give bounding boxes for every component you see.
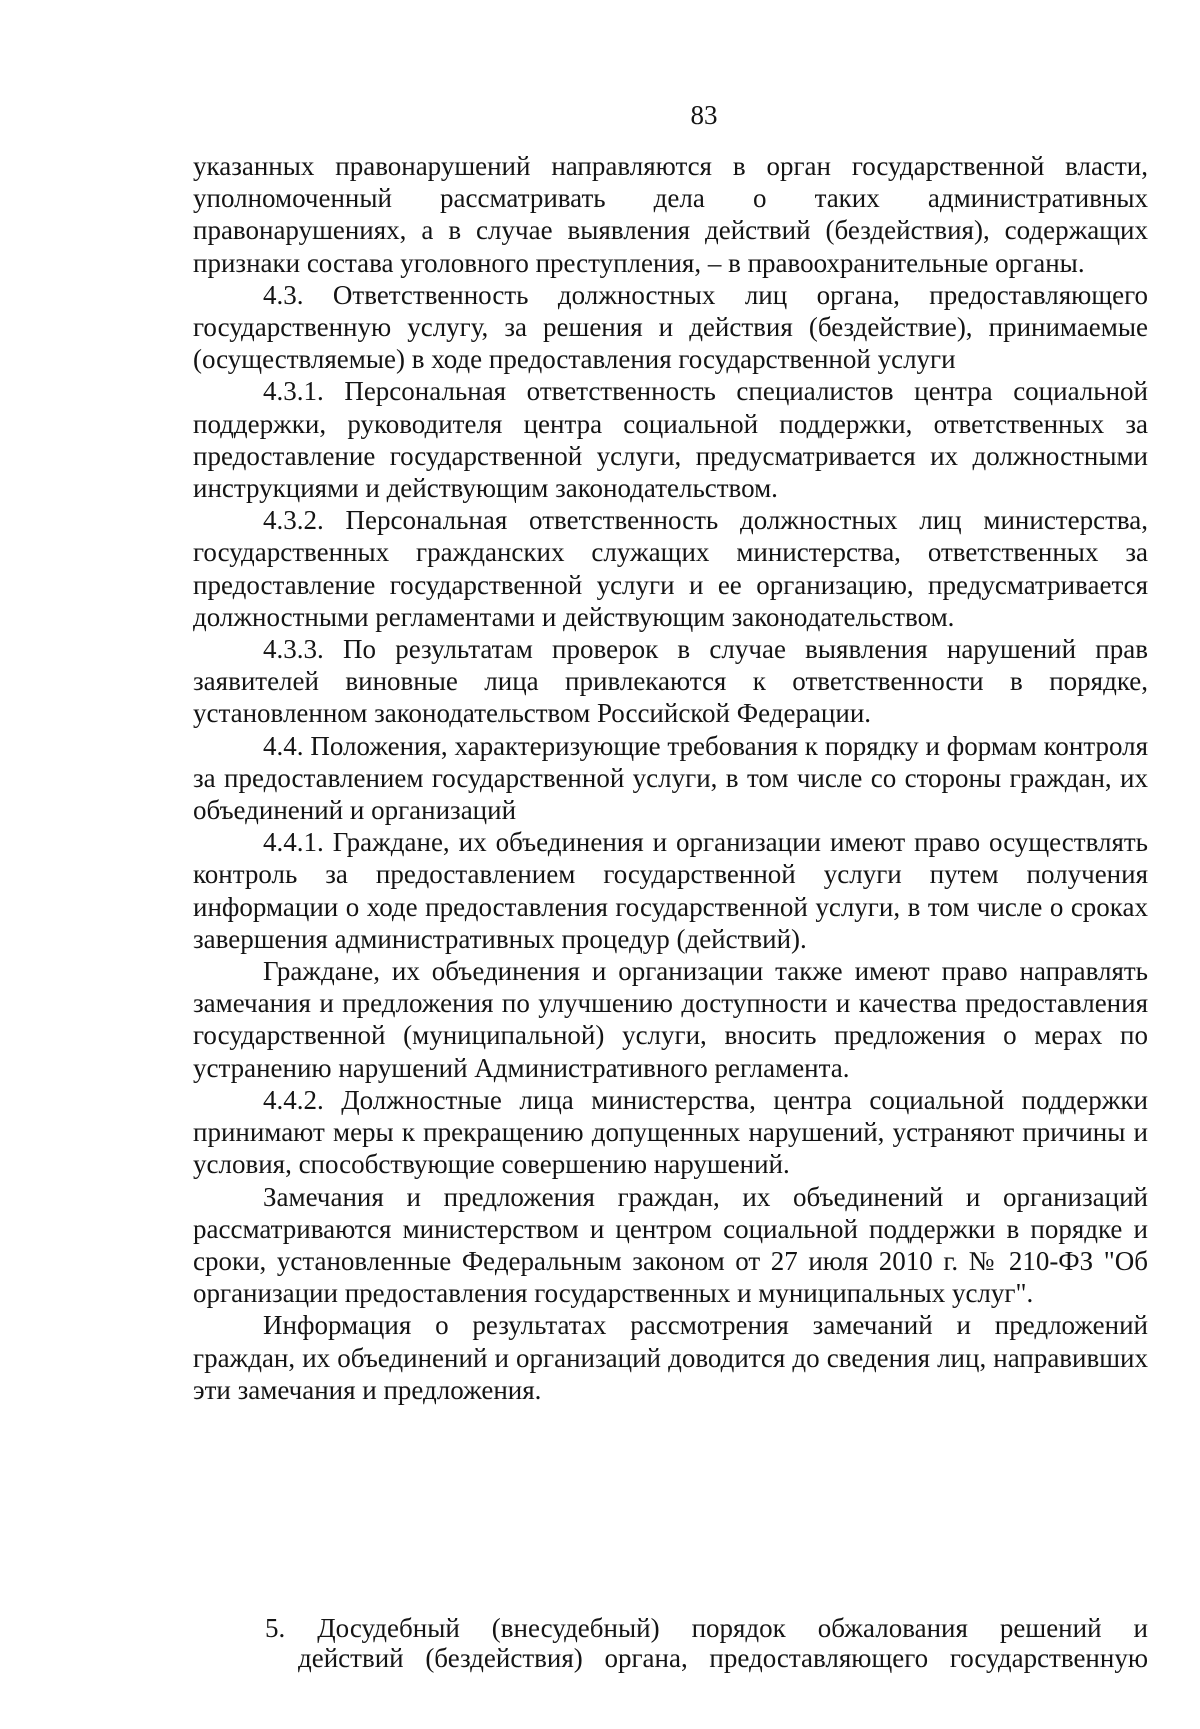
paragraph: 4.3.3. По результатам проверок в случае выявления нарушений прав заявителей виновные лица привлекаются к ответственности в порядке, установленном законодательством Российской Федерации.: [193, 634, 1148, 729]
paragraph: 4.3.2. Персональная ответственность должностных лиц министерства, государственных гражданских служащих министерства, ответственных за предоставление государственной услуги и ее организацию, предусматривается должностными регламентами и действующим законодательством.: [193, 505, 1148, 632]
paragraph: 4.4.2. Должностные лица министерства, центра социальной поддержки принимают меры к прекращению допущенных нарушений, устраняют причины и условия, способствующие совершению нарушений.: [193, 1084, 1148, 1180]
section-heading-line-1: [265, 1613, 1148, 1643]
section-heading-line-2: действий (бездействия) органа, предоставляющего государственную: [298, 1643, 1148, 1673]
paragraph: Информация о результатах рассмотрения замечаний и предложений граждан, их объединений и организаций доводится до сведения лиц, направивших эти замечания и предложения.: [193, 1310, 1148, 1405]
paragraph: 4.3.1. Персональная ответственность специалистов центра социальной поддержки, руководителя центра социальной поддержки, ответственных за предоставление государственной услуги, предусматривается их должностными инструкциями и действующим законодательством.: [193, 376, 1148, 504]
paragraph: 4.4.1. Граждане, их объединения и организации имеют право осуществлять контроль за предоставлением государственной услуги путем получения информации о ходе предоставления государственной услуги, в том числе о сроках завершения административных процедур (действий).: [193, 827, 1148, 954]
paragraph: Замечания и предложения граждан, их объединений и организаций рассматриваются министерством и центром социальной поддержки в порядке и сроки, установленные Федеральным законом от 27 июля 2010 г. № 210-ФЗ "Об организации предоставления государственных и муниципальных услуг".: [193, 1181, 1148, 1309]
paragraph: указанных правонарушений направляются в орган государственной власти, уполномоченный рассматривать дела о таких административных правонарушениях, а в случае выявления действий (бездействия), содержащих признаки состава уголовного преступления, – в правоохранительные органы.: [193, 151, 1148, 278]
section-number: 5.: [265, 1613, 286, 1643]
page-number: 83: [690, 100, 718, 130]
paragraph: Граждане, их объединения и организации также имеют право направлять замечания и предложения по улучшению доступности и качества предоставления государственной (муниципальной) услуги, вносить предложения о мерах по устранению нарушений Административного регламента.: [193, 956, 1148, 1083]
paragraph: 4.3. Ответственность должностных лиц органа, предоставляющего государственную услугу, за решения и действия (бездействие), принимаемые (осуществляемые) в ходе предоставления государственной услуги: [193, 279, 1148, 375]
section-heading-text-1: Досудебный (внесудебный) порядок обжалования решений и: [317, 1613, 1148, 1643]
body-text: [193, 150, 1148, 1406]
paragraph: 4.4. Положения, характеризующие требования к порядку и формам контроля за предоставлением государственной услуги, в том числе со стороны граждан, их объединений и организаций: [193, 730, 1148, 826]
section-heading: [265, 1613, 1148, 1673]
